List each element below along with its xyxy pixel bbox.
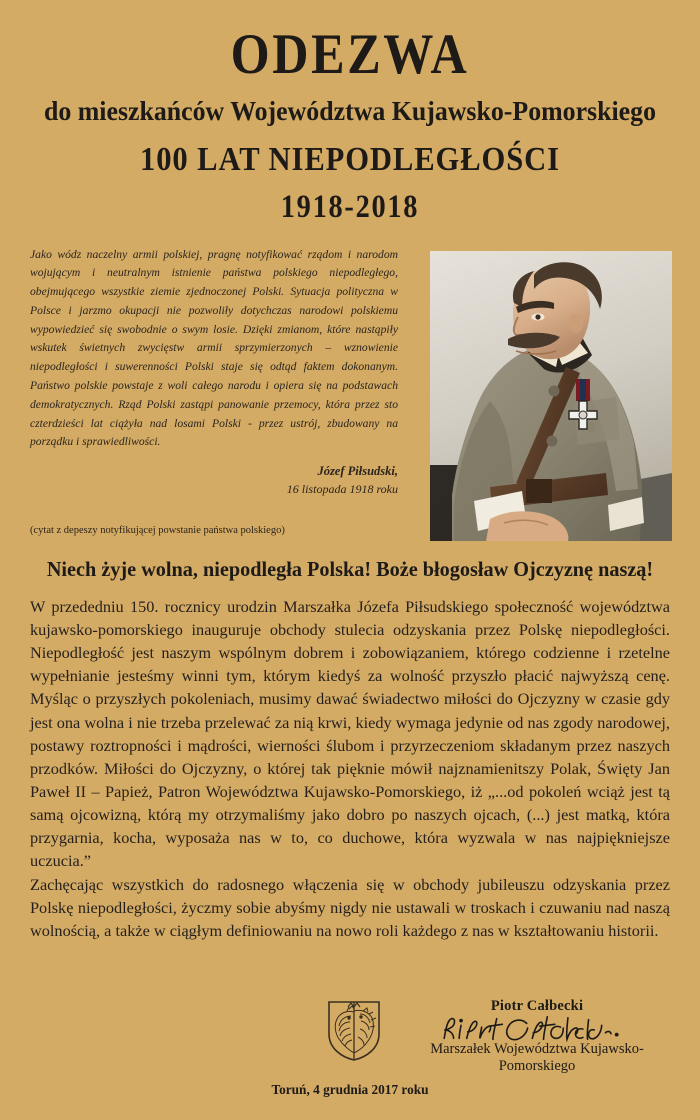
quote-author: Józef Piłsudski, bbox=[317, 464, 398, 479]
header-subtitle: do mieszkańców Województwa Kujawsko-Pomorskiego bbox=[43, 95, 656, 126]
quote-block bbox=[30, 246, 398, 537]
quote-date: 16 listopada 1918 roku bbox=[286, 482, 398, 497]
quote-source-note: (cytat z depeszy notyfikującej powstanie państwa polskiego) bbox=[30, 525, 285, 537]
portrait-illustration bbox=[430, 251, 672, 541]
signatory-name: Piotr Całbecki bbox=[490, 998, 584, 1014]
slogan: Niech żyje wolna, niepodległa Polska! Boże błogosław Ojczyznę naszą! bbox=[46, 556, 654, 581]
footer-place-date: Toruń, 4 grudnia 2017 roku bbox=[271, 1083, 429, 1098]
quote-photo-section bbox=[0, 246, 700, 544]
page-title: ODEZWA bbox=[230, 23, 470, 86]
crest-svg bbox=[327, 1000, 381, 1062]
poster-header bbox=[0, 0, 700, 224]
body-paragraph: W przededniu 150. rocznicy urodzin Marszałka Józefa Piłsudskiego społeczność województwa kujawsko-pomorskiego inauguruje obchody stulecia odzyskania przez Polskę niepodległości. Niepodległość jest naszym wspólnym dobrem i zobowiązaniem, którego codzienne i rzetelne wypełnianie jesteśmy winni tym, którym kiedyś za wolność przyszło płacić najwyższą cenę. Myśląc o przyszłych pokoleniach, musimy dawać świadectwo miłości do Ojczyzny w czasie gdy jest ona wolna i nie trzeba przelewać za nią krwi, kiedy wymaga jedynie od nas zgody narodowej, postawy roztropności i mądrości, wierności ślubom i przyrzeczeniom składanym przez naszych przodków. Miłości do Ojczyzny, o której tak pięknie mówił najznamienitszy Polak, Święty Jan Paweł II – Papież, Patron Województwa Kujawsko-Pomorskiego, iż „...od pokoleń wciąż jest tą samą ojcowizną, którą my otrzymaliśmy jako dobro po naszych ojcach, (...) jest matką, która przygarnia, kocha, wyposaża nas w to, co duchowe, która wyzwala w nas najpiękniejsze uczucia.” bbox=[30, 596, 670, 871]
pilsudski-portrait bbox=[430, 251, 672, 541]
signature-block bbox=[0, 998, 700, 1074]
quote-text: Jako wódz naczelny armii polskiej, pragnę notyfikować rządom i narodom wojującym i neutralnym istnienie państwa polskiego niepodległego, obejmującego wszystkie ziemie zjednoczonej Polski. Sytuacja polityczna w Polsce i jarzmo okupacji nie pozwoliły dotychczas narodowi polskiemu wypowiedzieć się swobodnie o swym losie. Dzięki zmianom, które nastąpiły wskutek świetnych zwycięstw armii sprzymierzonych – wznowienie niepodległości i suwerenności Polski staje się odtąd faktem dokonanym. Państwo polskie powstaje z woli całego narodu i opiera się na podstawach demokratycznych. Rząd Polski zastąpi panowanie przemocy, która przez sto czterdzieści lat ciążyła nad losami Polski - przez ustrój, zbudowany na porządku i sprawiedliwości. bbox=[30, 247, 398, 449]
body-text bbox=[30, 595, 670, 942]
signatory-role: Marszałek Województwa Kujawsko-Pomorskiego bbox=[430, 1041, 644, 1074]
signature-details bbox=[392, 998, 682, 1075]
quote-attribution bbox=[30, 464, 398, 497]
header-anniversary: 100 LAT NIEPODLEGŁOŚCI bbox=[140, 140, 560, 178]
body-paragraph: Zachęcając wszystkich do radosnego włączenia się w obchody jubileuszu odzyskania przez Polskę niepodległości, życzmy sobie abyśmy nigdy nie ustawali w troskach i czuwaniu nad naszą wolnością, a także w ciągłym definiowaniu na nowo roli każdego z nas w kształtowaniu historii. bbox=[30, 874, 670, 940]
signature-scribble bbox=[422, 1014, 652, 1044]
header-years: 1918-2018 bbox=[280, 188, 420, 225]
coat-of-arms-icon bbox=[327, 1000, 381, 1062]
handwritten-signature-icon bbox=[392, 1014, 682, 1044]
